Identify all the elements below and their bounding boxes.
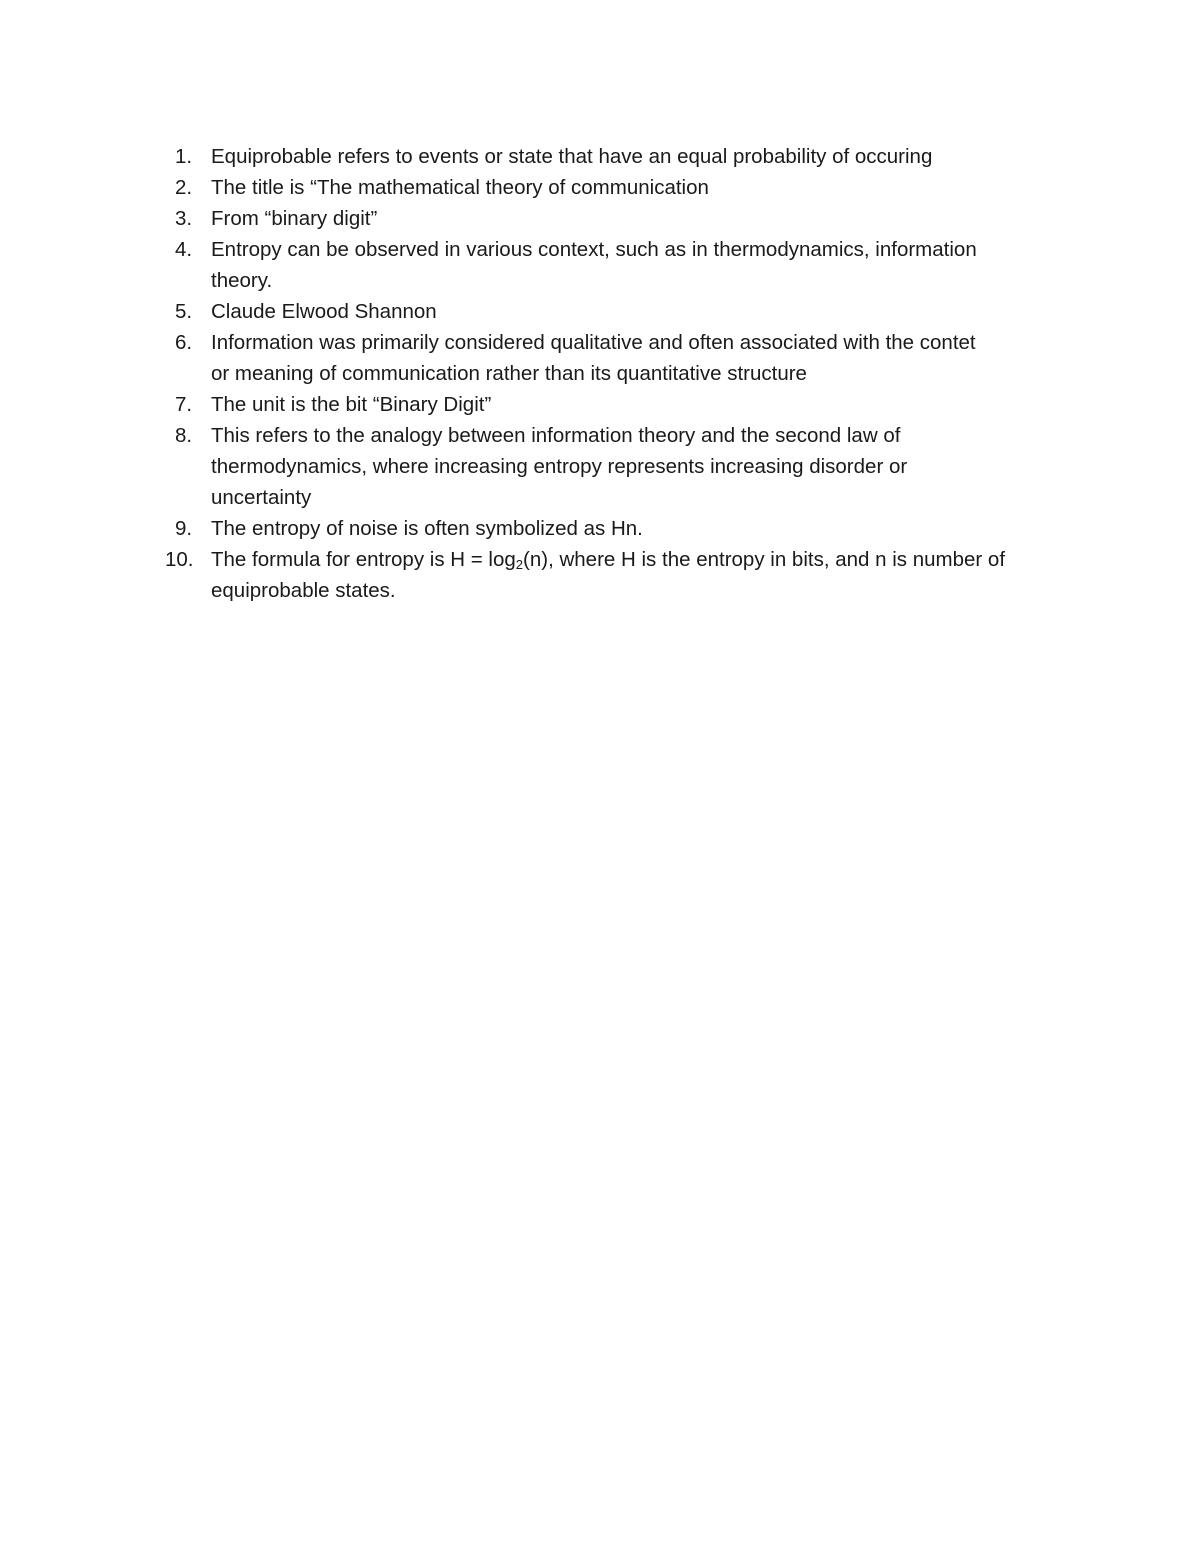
list-item-9 — [165, 513, 1065, 544]
item-number: 1. — [175, 145, 193, 168]
item-text-line: uncertainty — [211, 486, 312, 509]
item-text — [211, 544, 1065, 606]
list-item-10 — [165, 544, 1065, 606]
item-text-line: Information was primarily considered qualitative and often associated with the contet — [211, 331, 976, 354]
item-text-line: This refers to the analogy between information theory and the second law of — [211, 424, 901, 447]
list-item-2 — [165, 172, 1065, 203]
item-text: Equiprobable refers to events or state that have an equal probability of occuring — [211, 145, 933, 168]
item-text-line: equiprobable states. — [211, 579, 396, 602]
list-item-5 — [165, 296, 1065, 327]
item-number: 8. — [175, 424, 193, 447]
item-text-line: or meaning of communication rather than its quantitative structure — [211, 362, 807, 385]
item-text: From “binary digit” — [211, 207, 378, 230]
item-number: 3. — [175, 207, 193, 230]
answer-list — [165, 141, 1065, 606]
formula-text-start: The formula for entropy is H = log — [211, 548, 516, 571]
item-text-line: Entropy can be observed in various context, such as in thermodynamics, information — [211, 238, 977, 261]
item-text: The entropy of noise is often symbolized as Hn. — [211, 517, 643, 540]
item-text-line: theory. — [211, 269, 273, 292]
item-text: Claude Elwood Shannon — [211, 300, 437, 323]
item-number: 9. — [175, 517, 193, 540]
item-number: 7. — [175, 393, 193, 416]
list-item-3 — [165, 203, 1065, 234]
list-item-4 — [165, 234, 1065, 296]
list-item-7 — [165, 389, 1065, 420]
list-item-8 — [165, 420, 1065, 513]
item-number: 6. — [175, 331, 193, 354]
item-text-line: thermodynamics, where increasing entropy represents increasing disorder or — [211, 455, 908, 478]
item-number: 2. — [175, 176, 193, 199]
formula-text-end: (n), where H is the entropy in bits, and n is number of — [523, 548, 1006, 571]
item-text: The title is “The mathematical theory of communication — [211, 176, 709, 199]
item-number: 4. — [175, 238, 193, 261]
log-base-subscript: 2 — [515, 557, 524, 572]
item-number: 5. — [175, 300, 193, 323]
item-text — [211, 234, 1065, 296]
item-text: The unit is the bit “Binary Digit” — [211, 393, 492, 416]
list-item-1 — [165, 141, 1065, 172]
item-text — [211, 327, 1065, 389]
list-item-6 — [165, 327, 1065, 389]
item-number: 10. — [165, 548, 194, 571]
item-text — [211, 420, 1065, 513]
